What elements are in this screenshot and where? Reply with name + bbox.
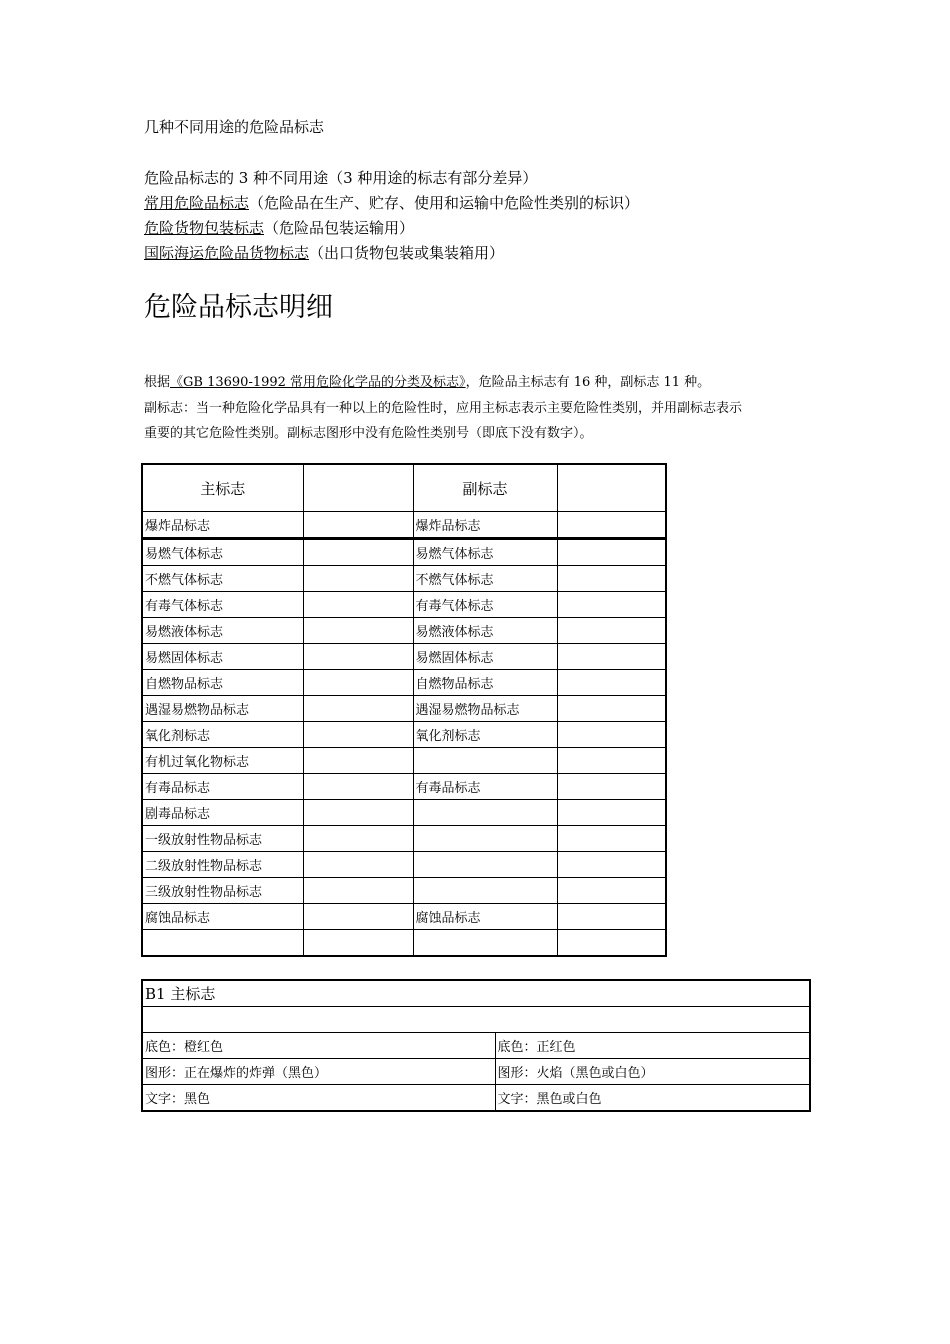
- b1-cell-left: 底色：橙红色: [142, 1033, 495, 1059]
- header-main: 主标志: [142, 464, 303, 512]
- sub-mark-cell: 爆炸品标志: [413, 512, 557, 539]
- table-row: [142, 566, 666, 592]
- main-mark-cell: 有毒气体标志: [142, 592, 303, 618]
- use-line-packaging: [144, 217, 414, 238]
- link-packaging-marks[interactable]: 危险货物包装标志: [144, 219, 265, 237]
- sub-blank-cell: [557, 930, 666, 957]
- main-mark-cell: 氧化剂标志: [142, 722, 303, 748]
- main-blank-cell: [303, 696, 413, 722]
- sub-mark-cell: [413, 852, 557, 878]
- main-blank-cell: [303, 539, 413, 566]
- main-blank-cell: [303, 748, 413, 774]
- b1-title: B1 主标志: [142, 980, 810, 1007]
- b1-table: [141, 979, 811, 1112]
- sub-mark-cell: [413, 800, 557, 826]
- main-mark-cell: 易燃液体标志: [142, 618, 303, 644]
- sub-mark-cell: 氧化剂标志: [413, 722, 557, 748]
- main-mark-cell: 易燃气体标志: [142, 539, 303, 566]
- table-row: [142, 618, 666, 644]
- header-blank-1: [303, 464, 413, 512]
- sub-mark-cell: 易燃固体标志: [413, 644, 557, 670]
- table-row: [142, 800, 666, 826]
- b1-cell-right: 图形：火焰（黑色或白色）: [495, 1059, 810, 1085]
- sub-mark-cell: 腐蚀品标志: [413, 904, 557, 930]
- sub-blank-cell: [557, 826, 666, 852]
- sub-mark-cell: [413, 748, 557, 774]
- main-mark-cell: 不燃气体标志: [142, 566, 303, 592]
- main-blank-cell: [303, 904, 413, 930]
- sub-blank-cell: [557, 670, 666, 696]
- sub-blank-cell: [557, 774, 666, 800]
- table-row: [142, 904, 666, 930]
- main-blank-cell: [303, 512, 413, 539]
- sub-blank-cell: [557, 566, 666, 592]
- sub-blank-cell: [557, 904, 666, 930]
- main-blank-cell: [303, 826, 413, 852]
- main-blank-cell: [303, 930, 413, 957]
- sub-mark-cell: 自燃物品标志: [413, 670, 557, 696]
- sub-mark-cell: [413, 826, 557, 852]
- main-mark-cell: 遇湿易燃物品标志: [142, 696, 303, 722]
- table-header-row: [142, 464, 666, 512]
- standard-link[interactable]: 《GB 13690-1992 常用危险化学品的分类及标志》: [170, 375, 466, 390]
- main-blank-cell: [303, 878, 413, 904]
- main-blank-cell: [303, 722, 413, 748]
- main-blank-cell: [303, 670, 413, 696]
- sub-blank-cell: [557, 722, 666, 748]
- b1-blank-cell: [142, 1007, 810, 1033]
- table-row: [142, 826, 666, 852]
- header-blank-2: [557, 464, 666, 512]
- table-row: [142, 512, 666, 539]
- table-row: [142, 930, 666, 957]
- main-blank-cell: [303, 852, 413, 878]
- b1-title-row: [142, 980, 810, 1007]
- sub-blank-cell: [557, 748, 666, 774]
- b1-row: [142, 1033, 810, 1059]
- header-sub: 副标志: [413, 464, 557, 512]
- use-desc-packaging: （危险品包装运输用）: [264, 219, 415, 237]
- sub-blank-cell: [557, 852, 666, 878]
- table-row: [142, 852, 666, 878]
- b1-cell-left: 图形：正在爆炸的炸弹（黑色）: [142, 1059, 495, 1085]
- main-mark-cell: 易燃固体标志: [142, 644, 303, 670]
- section-heading: 危险品标志明细: [144, 292, 333, 323]
- sub-blank-cell: [557, 512, 666, 539]
- use-line-maritime: [144, 242, 504, 263]
- main-mark-cell: [142, 930, 303, 957]
- main-blank-cell: [303, 566, 413, 592]
- table-row: [142, 539, 666, 566]
- main-blank-cell: [303, 800, 413, 826]
- desc-para-2: 副标志：当一种危险化学品具有一种以上的危险性时，应用主标志表示主要危险性类别，并用副标志表示: [144, 401, 743, 416]
- sub-blank-cell: [557, 618, 666, 644]
- intro-title: 几种不同用途的危险品标志: [144, 118, 325, 136]
- desc-para-1: [144, 371, 710, 390]
- main-mark-cell: 有毒品标志: [142, 774, 303, 800]
- table-row: [142, 644, 666, 670]
- sub-blank-cell: [557, 696, 666, 722]
- main-mark-cell: 剧毒品标志: [142, 800, 303, 826]
- sub-mark-cell: [413, 878, 557, 904]
- sub-mark-cell: [413, 930, 557, 957]
- sub-mark-cell: 易燃气体标志: [413, 539, 557, 566]
- b1-row: [142, 1085, 810, 1112]
- main-mark-cell: 有机过氧化物标志: [142, 748, 303, 774]
- link-maritime-marks[interactable]: 国际海运危险品货物标志: [144, 244, 310, 262]
- use-line-common: [144, 192, 639, 213]
- table-row: [142, 748, 666, 774]
- sub-blank-cell: [557, 800, 666, 826]
- table-row: [142, 696, 666, 722]
- b1-row: [142, 1059, 810, 1085]
- main-mark-cell: 腐蚀品标志: [142, 904, 303, 930]
- table-row: [142, 878, 666, 904]
- main-mark-cell: 自燃物品标志: [142, 670, 303, 696]
- sub-blank-cell: [557, 592, 666, 618]
- b1-cell-right: 文字：黑色或白色: [495, 1085, 810, 1112]
- table-row: [142, 670, 666, 696]
- marks-table: [141, 463, 667, 957]
- use-desc-common: （危险品在生产、贮存、使用和运输中危险性类别的标识）: [249, 194, 640, 212]
- b1-blank-row: [142, 1007, 810, 1033]
- sub-mark-cell: 易燃液体标志: [413, 618, 557, 644]
- sub-blank-cell: [557, 878, 666, 904]
- main-mark-cell: 二级放射性物品标志: [142, 852, 303, 878]
- link-common-marks[interactable]: 常用危险品标志: [144, 194, 250, 212]
- main-mark-cell: 爆炸品标志: [142, 512, 303, 539]
- desc-prefix: 根据: [144, 375, 171, 390]
- sub-blank-cell: [557, 644, 666, 670]
- sub-mark-cell: 有毒气体标志: [413, 592, 557, 618]
- table-row: [142, 592, 666, 618]
- sub-mark-cell: 有毒品标志: [413, 774, 557, 800]
- main-blank-cell: [303, 644, 413, 670]
- desc-para-3: 重要的其它危险性类别。副标志图形中没有危险性类别号（即底下没有数字）。: [144, 426, 593, 441]
- table-row: [142, 722, 666, 748]
- main-mark-cell: 三级放射性物品标志: [142, 878, 303, 904]
- main-mark-cell: 一级放射性物品标志: [142, 826, 303, 852]
- main-blank-cell: [303, 774, 413, 800]
- main-blank-cell: [303, 592, 413, 618]
- b1-cell-right: 底色：正红色: [495, 1033, 810, 1059]
- intro-summary: 危险品标志的 3 种不同用途（3 种用途的标志有部分差异）: [144, 169, 538, 187]
- desc-suffix: ，危险品主标志有 16 种，副标志 11 种。: [465, 375, 711, 390]
- b1-cell-left: 文字：黑色: [142, 1085, 495, 1112]
- sub-mark-cell: 遇湿易燃物品标志: [413, 696, 557, 722]
- main-blank-cell: [303, 618, 413, 644]
- use-desc-maritime: （出口货物包装或集装箱用）: [309, 244, 505, 262]
- sub-mark-cell: 不燃气体标志: [413, 566, 557, 592]
- sub-blank-cell: [557, 539, 666, 566]
- table-row: [142, 774, 666, 800]
